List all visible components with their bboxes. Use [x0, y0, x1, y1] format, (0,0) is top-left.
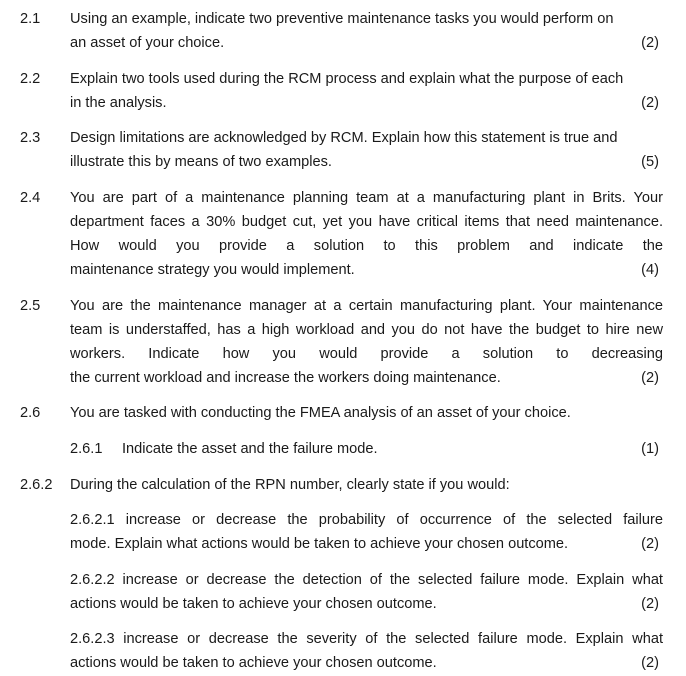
question-number: 2.2: [20, 71, 41, 87]
question-number: 2.6.1: [70, 441, 103, 457]
question-text: 2.6.2.2 increase or decrease the detection of the selected failure mode. Explain what: [70, 572, 663, 588]
question-text: Using an example, indicate two preventive maintenance tasks you would perform on: [70, 11, 614, 27]
question-number: 2.1: [20, 11, 41, 27]
question-marks: (4): [641, 262, 659, 278]
question-text: 2.6.2.1 increase or decrease the probability of occurrence of the selected failure: [70, 512, 663, 528]
question-marks: (2): [641, 370, 659, 386]
question-body: [70, 401, 663, 425]
question-text: You are the maintenance manager at a certain manufacturing plant. Your maintenance team is understaffed, has a high workload and you do not have the budget to hire new workers. Indicate how you would provide a solution to decreasing: [70, 298, 663, 362]
question-text: You are tasked with conducting the FMEA analysis of an asset of your choice.: [70, 405, 571, 421]
question-text: 2.6.2.3 increase or decrease the severity of the selected failure mode. Explain what: [70, 631, 663, 647]
question-text: During the calculation of the RPN number, clearly state if you would:: [70, 477, 510, 493]
question-text-last-line: maintenance strategy you would implement.: [70, 262, 355, 278]
question-marks: (2): [641, 536, 659, 552]
question-text: Design limitations are acknowledged by RCM. Explain how this statement is true and: [70, 130, 618, 146]
question-text-last-line: mode. Explain what actions would be taken to achieve your chosen outcome.: [70, 536, 569, 552]
question-number: 2.3: [20, 130, 41, 146]
question-number: 2.6: [20, 405, 41, 421]
question-text-last-line: actions would be taken to achieve your chosen outcome.: [70, 655, 437, 671]
question-body: [70, 7, 663, 55]
question-marks: (2): [641, 35, 659, 51]
question-body: [70, 568, 663, 616]
question-body: [70, 294, 663, 390]
question-body: [70, 627, 663, 675]
question-body: [70, 126, 663, 174]
question-text-last-line: an asset of your choice.: [70, 35, 225, 51]
question-marks: (2): [641, 655, 659, 671]
question-text-last-line: actions would be taken to achieve your chosen outcome.: [70, 596, 437, 612]
question-text-last-line: illustrate this by means of two examples.: [70, 154, 332, 170]
question-body: [70, 67, 663, 115]
question-number: 2.6.2: [20, 477, 53, 493]
question-body: [70, 186, 663, 282]
question-body: [70, 437, 663, 461]
question-text-last-line: in the analysis.: [70, 95, 167, 111]
question-marks: (2): [641, 95, 659, 111]
question-marks: (2): [641, 596, 659, 612]
question-text: You are part of a maintenance planning team at a manufacturing plant in Brits. Your department faces a 30% budget cut, yet you have critical items that need maintenance. How would you provide a solution to this problem and indicate the: [70, 190, 663, 254]
question-body: [70, 508, 663, 556]
question-marks: (5): [641, 154, 659, 170]
question-text: Explain two tools used during the RCM process and explain what the purpose of each: [70, 71, 624, 87]
question-marks: (1): [641, 441, 659, 457]
question-body: [70, 473, 663, 497]
question-number: 2.4: [20, 190, 41, 206]
question-text: Indicate the asset and the failure mode.: [122, 441, 378, 457]
question-number: 2.5: [20, 298, 41, 314]
question-text-last-line: the current workload and increase the workers doing maintenance.: [70, 370, 501, 386]
